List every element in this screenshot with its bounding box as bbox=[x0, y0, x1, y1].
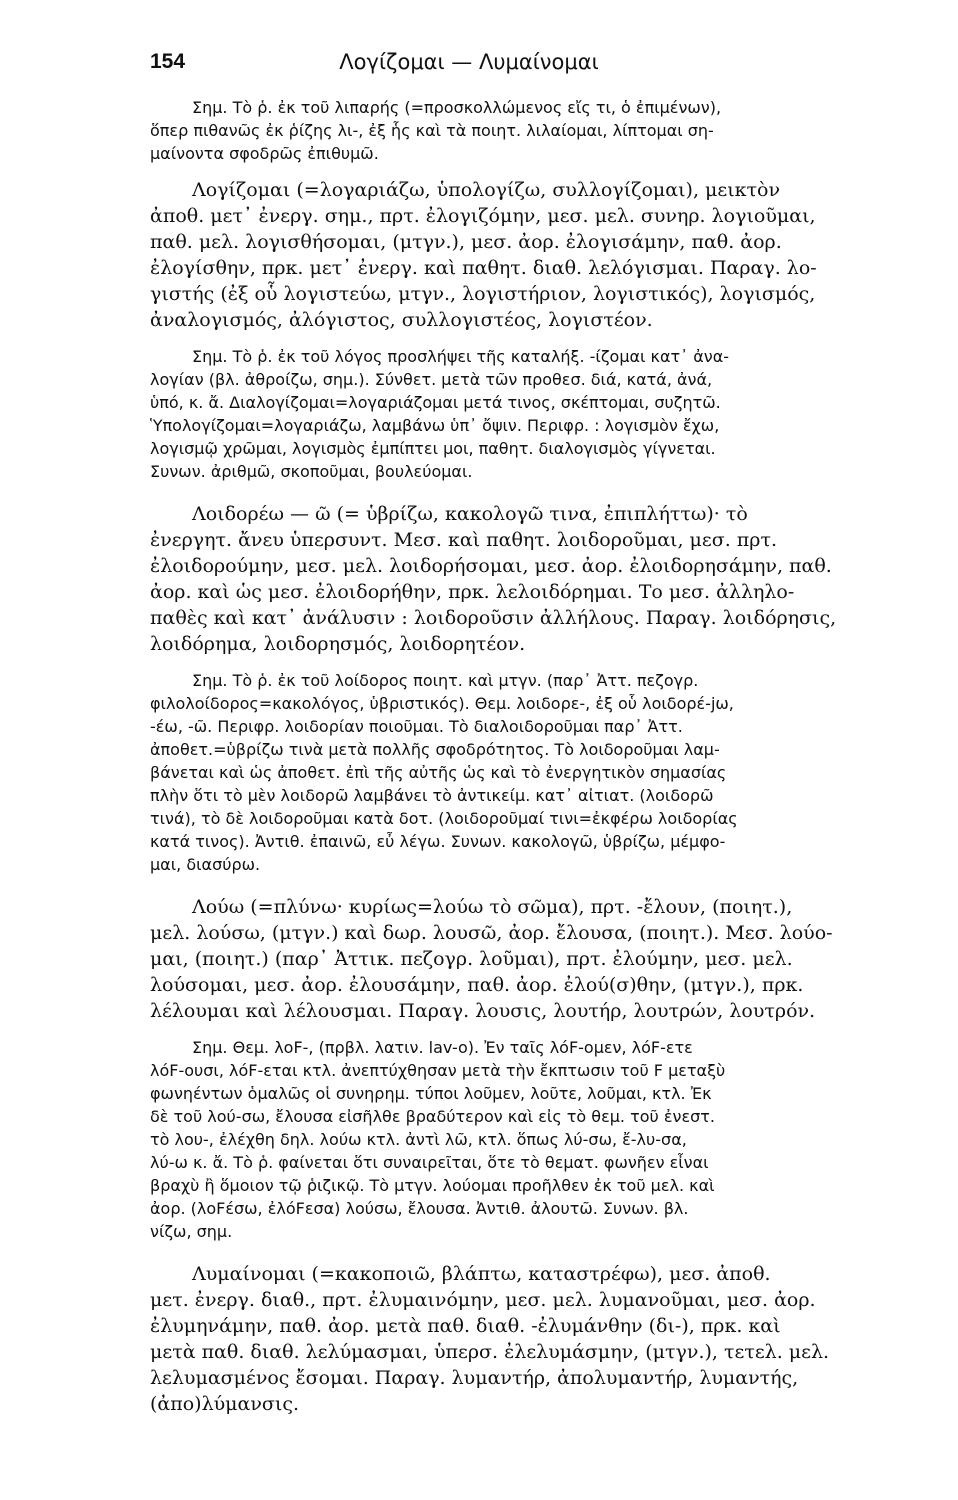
text-line: ἐνεργητ. ἄνευ ὑπερσυντ. Μεσ. καὶ παθητ. λοιδοροῦμαι, μεσ. πρτ. bbox=[150, 529, 778, 551]
dictionary-entry bbox=[150, 894, 958, 1024]
text-line: ἀναλογισμός, ἀλόγιστος, συλλογιστέος, λογιστέον. bbox=[150, 309, 653, 331]
text-line: τινά), τὸ δὲ λοιδοροῦμαι κατὰ δοτ. (λοιδοροῦμαί τινι=ἐκφέρω λοιδορίας bbox=[150, 809, 738, 828]
running-title: Λογίζομαι — Λυμαίνομαι bbox=[339, 50, 599, 74]
note-block bbox=[150, 1036, 958, 1243]
entry-headline: Λούω (=πλύνω· κυρίως=λούω τὸ σῶμα), πρτ. -ἔλουν, (ποιητ.), bbox=[192, 896, 793, 918]
page-header bbox=[150, 50, 788, 80]
text-line: ἀορ. καὶ ὡς μεσ. ἐλοιδορήθην, πρκ. λελοιδόρημαι. Το μεσ. ἀλληλο- bbox=[150, 581, 795, 603]
text-line: Ὑπολογίζομαι=λογαριάζω, λαμβάνω ὑπ᾽ ὄψιν. Περιφρ. : λογισμὸν ἔχω, bbox=[150, 416, 720, 435]
text-line: λόϜ-ουσι, λόϜ-εται κτλ. ἀνεπτύχθησαν μετὰ τὴν ἔκπτωσιν τοῦ Ϝ μεταξὺ bbox=[150, 1061, 726, 1080]
text-line: λύ-ω κ. ἄ. Τὸ ῥ. φαίνεται ὅτι συναιρεῖται, ὅτε τὸ θεματ. φωνῆεν εἶναι bbox=[150, 1153, 709, 1172]
text-line: ἀποθετ.=ὑβρίζω τινὰ μετὰ πολλῆς σφοδρότητος. Τὸ λοιδοροῦμαι λαμ- bbox=[150, 740, 720, 759]
text-line: Σημ. Θεμ. λοϜ-, (πρβλ. λατιν. lav-o). Ἐν ταῖς λόϜ-ομεν, λόϜ-ετε bbox=[192, 1038, 693, 1057]
text-line: λογίαν (βλ. ἀθροίζω, σημ.). Σύνθετ. μετὰ τῶν προθεσ. διά, κατά, ἀνά, bbox=[150, 370, 713, 389]
text-line: ὑπό, κ. ἄ. Διαλογίζομαι=λογαριάζομαι μετά τινος, σκέπτομαι, συζητῶ. bbox=[150, 393, 721, 412]
dictionary-entry bbox=[150, 1261, 958, 1417]
text-line: ἐλογίσθην, πρκ. μετ᾽ ἐνεργ. καὶ παθητ. διαθ. λελόγισμαι. Παραγ. λο- bbox=[150, 257, 817, 279]
text-line: κατά τινος). Ἀντιθ. ἐπαινῶ, εὖ λέγω. Συνων. κακολογῶ, ὑβρίζω, μέμφο- bbox=[150, 832, 726, 851]
page-body bbox=[150, 96, 958, 1417]
entry-headline: Λυμαίνομαι (=κακοποιῶ, βλάπτω, καταστρέφω), μεσ. ἀποθ. bbox=[192, 1263, 771, 1285]
dictionary-entry bbox=[150, 501, 958, 657]
text-line: μαι, (ποιητ.) (παρ᾽ Ἀττικ. πεζογρ. λοῦμαι), πρτ. ἐλούμην, μεσ. μελ. bbox=[150, 948, 793, 970]
text-line: λελυμασμένος ἔσομαι. Παραγ. λυμαντήρ, ἀπολυμαντήρ, λυμαντής, bbox=[150, 1367, 799, 1389]
text-line: ἀορ. (λοϜέσω, ἐλόϜεσα) λούσω, ἔλουσα. Ἀντιθ. ἀλουτῶ. Συνων. βλ. bbox=[150, 1199, 689, 1218]
text-line: Σημ. Τὸ ῥ. ἐκ τοῦ λοίδορος ποιητ. καὶ μτγν. (παρ᾽ Ἀττ. πεζογρ. bbox=[192, 671, 699, 690]
entry-headline: Λογίζομαι (=λογαριάζω, ὑπολογίζω, συλλογίζομαι), μεικτὸν bbox=[192, 179, 781, 201]
note-block bbox=[150, 345, 958, 483]
text-line: φιλολοίδορος=κακολόγος, ὑβριστικός). Θεμ. λοιδορε-, ἐξ οὗ λοιδορέ-jω, bbox=[150, 694, 734, 713]
text-line: μετ. ἐνεργ. διαθ., πρτ. ἐλυμαινόμην, μεσ. μελ. λυμανοῦμαι, μεσ. ἀορ. bbox=[150, 1289, 816, 1311]
text-line: δὲ τοῦ λού-σω, ἔλουσα εἰσῆλθε βραδύτερον καὶ εἰς τὸ θεμ. τοῦ ἐνεστ. bbox=[150, 1107, 715, 1126]
text-line: βραχὺ ἢ ὅμοιον τῷ ῥιζικῷ. Τὸ μτγν. λούομαι προῆλθεν ἐκ τοῦ μελ. καὶ bbox=[150, 1176, 715, 1195]
text-line: (ἀπο)λύμανσις. bbox=[150, 1393, 300, 1415]
text-line: ἀποθ. μετ᾽ ἐνεργ. σημ., πρτ. ἐλογιζόμην, μεσ. μελ. συνηρ. λογιοῦμαι, bbox=[150, 205, 816, 227]
text-line: μετὰ παθ. διαθ. λελύμασμαι, ὑπερσ. ἐλελυμάσμην, (μτγν.), τετελ. μελ. bbox=[150, 1341, 830, 1363]
text-line: ἐλοιδορούμην, μεσ. μελ. λοιδορήσομαι, μεσ. ἀορ. ἐλοιδορησάμην, παθ. bbox=[150, 555, 832, 577]
text-line: Συνων. ἀριθμῶ, σκοποῦμαι, βουλεύομαι. bbox=[150, 462, 473, 481]
entry-headline: Λοιδορέω — ῶ (= ὑβρίζω, κακολογῶ τινα, ἐπιπλήττω)· τὸ bbox=[192, 503, 748, 525]
page-number: 154 bbox=[150, 50, 186, 73]
text-line: Σημ. Τὸ ῥ. ἐκ τοῦ λιπαρής (=προσκολλώμενος εἴς τι, ὁ ἐπιμένων), bbox=[192, 98, 722, 117]
text-line: μαι, διασύρω. bbox=[150, 855, 261, 874]
text-line: μαίνοντα σφοδρῶς ἐπιθυμῶ. bbox=[150, 144, 379, 163]
text-line: μελ. λούσω, (μτγν.) καὶ δωρ. λουσῶ, ἀορ. ἔλουσα, (ποιητ.). Μεσ. λούο- bbox=[150, 922, 833, 944]
text-line: -έω, -ῶ. Περιφρ. λοιδορίαν ποιοῦμαι. Τὸ διαλοιδοροῦμαι παρ᾽ Ἀττ. bbox=[150, 717, 683, 736]
text-line: βάνεται καὶ ὡς ἀποθετ. ἐπὶ τῆς αὐτῆς ὡς καὶ τὸ ἐνεργητικὸν σημασίας bbox=[150, 763, 727, 782]
text-line: λούσομαι, μεσ. ἀορ. ἐλουσάμην, παθ. ἀορ. ἐλού(σ)θην, (μτγν.), πρκ. bbox=[150, 974, 804, 996]
text-line: φωνηέντων ὁμαλῶς οἱ συνηρημ. τύποι λοῦμεν, λοῦτε, λοῦμαι, κτλ. Ἐκ bbox=[150, 1084, 712, 1103]
dictionary-entry bbox=[150, 177, 958, 333]
text-line: παθ. μελ. λογισθήσομαι, (μτγν.), μεσ. ἀορ. ἐλογισάμην, παθ. ἀορ. bbox=[150, 231, 782, 253]
text-line: λογισμῷ χρῶμαι, λογισμὸς ἐμπίπτει μοι, παθητ. διαλογισμὸς γίγνεται. bbox=[150, 439, 716, 458]
note-block bbox=[150, 669, 958, 876]
text-line: νίζω, σημ. bbox=[150, 1222, 233, 1241]
text-line: λέλουμαι καὶ λέλουσμαι. Παραγ. λουσις, λουτήρ, λουτρών, λουτρόν. bbox=[150, 1000, 816, 1022]
text-line: παθὲς καὶ κατ᾽ ἀνάλυσιν : λοιδοροῦσιν ἀλλήλους. Παραγ. λοιδόρησις, bbox=[150, 607, 837, 629]
text-line: ὅπερ πιθανῶς ἐκ ῥίζης λι-, ἐξ ἧς καὶ τὰ ποιητ. λιλαίομαι, λίπτομαι ση- bbox=[150, 121, 714, 140]
note-block bbox=[150, 96, 958, 165]
text-line: λοιδόρημα, λοιδορησμός, λοιδορητέον. bbox=[150, 633, 526, 655]
text-line: γιστής (ἐξ οὗ λογιστεύω, μτγν., λογιστήριον, λογιστικός), λογισμός, bbox=[150, 283, 816, 305]
text-line: ἐλυμηνάμην, παθ. ἀορ. μετὰ παθ. διαθ. -ἐλυμάνθην (δι-), πρκ. καὶ bbox=[150, 1315, 781, 1337]
text-line: Σημ. Τὸ ῥ. ἐκ τοῦ λόγος προσλήψει τῆς καταλήξ. -ίζομαι κατ᾽ ἀνα- bbox=[192, 347, 730, 366]
text-line: τὸ λου-, ἐλέχθη δηλ. λούω κτλ. ἀντὶ λῶ, κτλ. ὅπως λύ-σω, ἔ-λυ-σα, bbox=[150, 1130, 687, 1149]
text-line: πλὴν ὅτι τὸ μὲν λοιδορῶ λαμβάνει τὸ ἀντικείμ. κατ᾽ αἰτιατ. (λοιδορῶ bbox=[150, 786, 714, 805]
